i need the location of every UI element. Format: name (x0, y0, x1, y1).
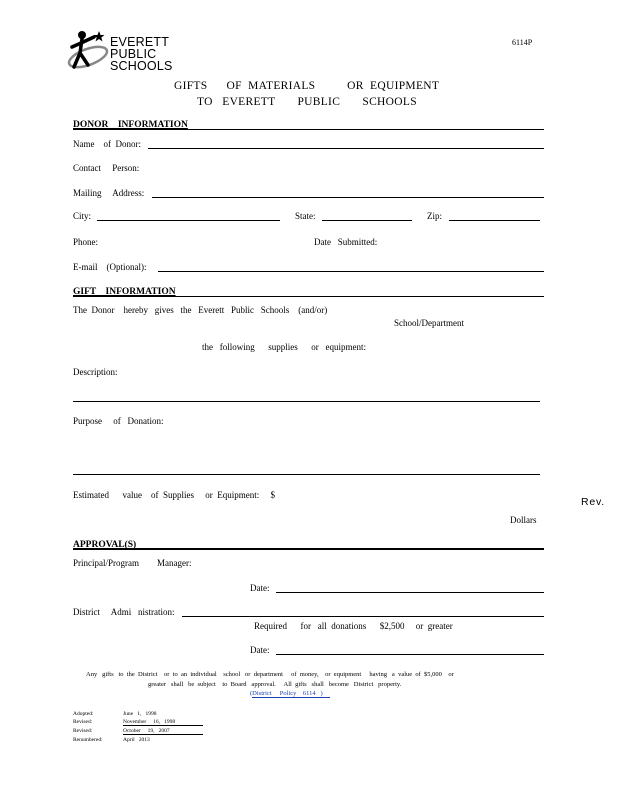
purpose-label: Purpose of Donation: (73, 416, 164, 426)
history-value: June 1, 1998 (123, 711, 157, 717)
logo-line-schools: SCHOOLS (110, 59, 173, 73)
purpose-field[interactable] (73, 474, 540, 475)
logo-line-everett: EVERETT (110, 35, 170, 49)
district-date-field[interactable] (276, 654, 544, 655)
city-label: City: (73, 211, 92, 221)
district-administration-field[interactable] (182, 616, 544, 617)
history-rule (123, 725, 203, 726)
history-rule (123, 734, 203, 735)
gift-information-header: GIFT INFORMATION (73, 287, 176, 297)
mailing-address-label: Mailing Address: (73, 188, 145, 198)
logo-line-public: PUBLIC (110, 47, 157, 61)
board-approval-notice-line1: Any gifts to the District or to an individual school or department of money, or equipment having a value of $5,000 or (86, 671, 454, 678)
form-title-line1: GIFTS OF MATERIALS OR EQUIPMENT (174, 80, 440, 92)
donor-statement: The Donor hereby gives the Everett Public Schools (and/or) (73, 305, 328, 315)
zip-field[interactable] (449, 220, 540, 221)
form-title-line2: TO EVERETT PUBLIC SCHOOLS (197, 96, 417, 108)
history-value: October 19, 2007 (123, 728, 170, 734)
mailing-address-field[interactable] (152, 197, 544, 198)
form-code: 6114P (512, 38, 533, 47)
donor-header-rule (73, 129, 544, 130)
phone-label: Phone: (73, 237, 99, 247)
date-submitted-label: Date Submitted: (314, 237, 378, 247)
board-approval-notice-line2: greater shall be subject to Board approval. All gifts shall become District property. (148, 681, 402, 688)
zip-label: Zip: (427, 211, 442, 221)
approvals-header: APPROVAL(S) (73, 540, 137, 550)
principal-date-label: Date: (250, 583, 270, 593)
district-policy-link[interactable]: (District Policy 6114 ) (250, 690, 323, 697)
logo-figure-icon (66, 27, 112, 73)
description-field[interactable] (73, 401, 540, 402)
history-label: Renumbered: (73, 737, 103, 743)
name-of-donor-field[interactable] (148, 148, 544, 149)
school-department-label: School/Department (394, 318, 464, 328)
principal-manager-label: Principal/Program Manager: (73, 558, 192, 568)
description-label: Description: (73, 367, 118, 377)
email-field[interactable] (158, 271, 544, 272)
history-value: April 2013 (123, 737, 150, 743)
donor-information-header: DONOR INFORMATION (73, 120, 188, 130)
history-value: November 16, 1998 (123, 719, 176, 725)
principal-date-field[interactable] (276, 592, 544, 593)
gift-header-rule (73, 296, 544, 297)
city-field[interactable] (97, 220, 280, 221)
state-field[interactable] (322, 220, 412, 221)
following-supplies-text: the following supplies or equipment: (202, 342, 366, 352)
name-of-donor-label: Name of Donor: (73, 139, 141, 149)
district-date-label: Date: (250, 645, 270, 655)
estimated-value-label: Estimated value of Supplies or Equipment: $ (73, 490, 275, 500)
state-label: State: (295, 211, 316, 221)
contact-person-label: Contact Person: (73, 163, 140, 173)
approvals-header-rule (73, 548, 544, 550)
email-label: E-mail (Optional): (73, 262, 147, 272)
history-label: Revised: (73, 719, 93, 725)
rev-note: Rev. (581, 496, 606, 508)
district-policy-link-underline (252, 697, 330, 698)
required-amount-note: Required for all donations $2,500 or greater (254, 621, 453, 631)
history-label: Revised: (73, 728, 93, 734)
dollars-label: Dollars (510, 515, 537, 525)
history-label: Adopted: (73, 711, 94, 717)
district-administration-label: District Admi nistration: (73, 607, 175, 617)
